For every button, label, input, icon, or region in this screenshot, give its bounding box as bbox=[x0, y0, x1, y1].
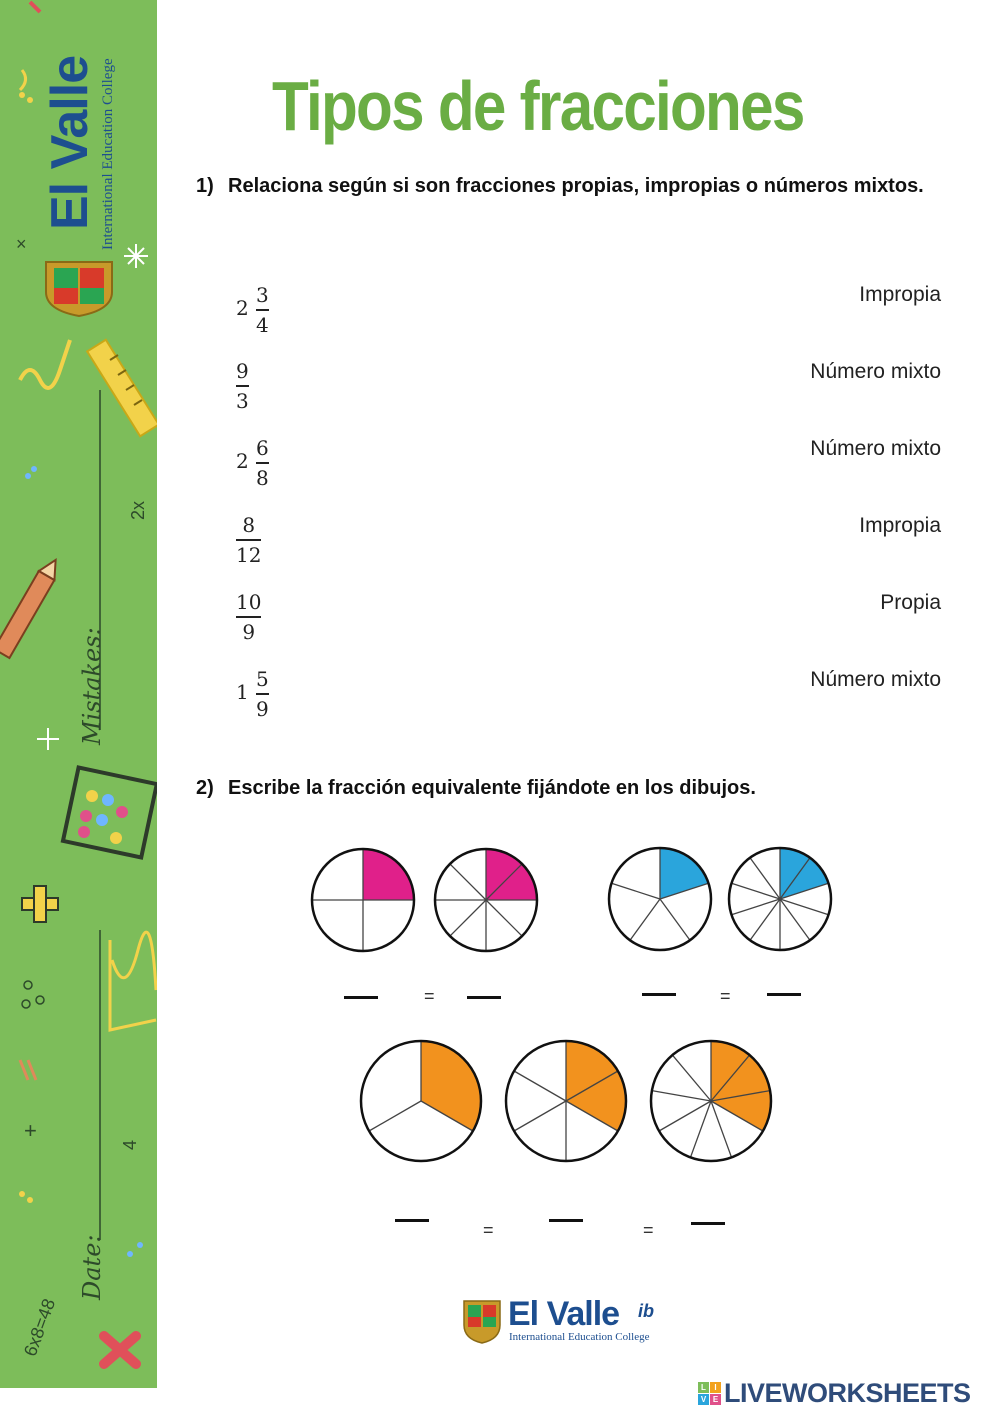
answer-blank[interactable] bbox=[467, 996, 501, 999]
fraction-type-option[interactable]: Número mixto bbox=[810, 437, 941, 460]
shield-icon bbox=[462, 1299, 502, 1345]
division-line bbox=[450, 864, 486, 900]
division-line bbox=[690, 1101, 711, 1157]
svg-text:+: + bbox=[24, 1118, 37, 1143]
shaded-sector bbox=[421, 1041, 481, 1131]
shaded-sector bbox=[566, 1041, 626, 1131]
fraction-circle bbox=[435, 849, 537, 951]
division-line bbox=[450, 900, 486, 936]
fraction-numerator: 5 bbox=[256, 667, 269, 691]
fraction-type-option[interactable]: Propia bbox=[880, 591, 941, 614]
question-2-number: 2) bbox=[196, 777, 214, 799]
fraction-numerator: 3 bbox=[256, 283, 269, 307]
fraction-whole: 2 bbox=[236, 296, 249, 320]
fraction-type-option[interactable]: Número mixto bbox=[810, 360, 941, 383]
fraction-numerator: 8 bbox=[242, 513, 256, 537]
fraction-denominator: 8 bbox=[256, 465, 269, 490]
question-1-number: 1) bbox=[196, 175, 214, 197]
fraction-type-option[interactable]: Impropia bbox=[859, 283, 941, 306]
fraction-circle bbox=[651, 1041, 771, 1161]
fraction-denominator: 4 bbox=[256, 312, 269, 337]
division-line bbox=[514, 1101, 566, 1131]
footer-brand-subtitle: International Education College bbox=[509, 1331, 650, 1343]
fraction-numerator: 9 bbox=[236, 359, 249, 383]
footer-brand-name: El Valle bbox=[508, 1295, 620, 1333]
liveworksheets-watermark: LIVEWORKSHEETS bbox=[724, 1378, 971, 1408]
division-line bbox=[611, 883, 660, 899]
division-line bbox=[369, 1101, 421, 1131]
answer-blank[interactable] bbox=[642, 993, 676, 996]
equals-sign: = bbox=[643, 1220, 654, 1240]
answer-blank[interactable] bbox=[395, 1219, 429, 1222]
division-line bbox=[659, 1101, 711, 1131]
division-line bbox=[652, 1091, 711, 1101]
svg-text:×: × bbox=[16, 234, 27, 254]
doodle-equation: 6x8=48 bbox=[20, 1296, 60, 1359]
fraction-denominator: 9 bbox=[256, 696, 269, 721]
division-line bbox=[486, 900, 522, 936]
fraction-type-option[interactable]: Número mixto bbox=[810, 668, 941, 691]
sidebar-brand-name: El Valle bbox=[41, 55, 99, 230]
fraction-circle bbox=[312, 849, 414, 951]
division-line bbox=[630, 899, 660, 940]
liveworksheets-badge-icon: L I V E bbox=[698, 1382, 722, 1406]
answer-blank[interactable] bbox=[691, 1222, 725, 1225]
division-line bbox=[660, 899, 690, 940]
fraction-denominator: 12 bbox=[236, 542, 262, 567]
question-1-text: Relaciona según si son fracciones propias, impropias o números mixtos. bbox=[228, 175, 924, 197]
fraction-denominator: 3 bbox=[236, 388, 249, 413]
fraction-numerator: 10 bbox=[236, 590, 262, 614]
equals-sign: = bbox=[424, 986, 435, 1006]
doodle-4: 4 bbox=[120, 1139, 140, 1150]
equals-sign: = bbox=[483, 1220, 494, 1240]
division-line bbox=[514, 1071, 566, 1101]
fraction-whole: 2 bbox=[236, 449, 249, 473]
fraction-circle bbox=[361, 1041, 481, 1161]
shaded-sector bbox=[711, 1041, 771, 1131]
fraction-whole: 1 bbox=[236, 680, 249, 704]
division-line bbox=[672, 1055, 711, 1101]
answer-blank[interactable] bbox=[344, 996, 378, 999]
division-line bbox=[750, 858, 780, 899]
question-2-text: Escribe la fracción equivalente fijándote en los dibujos. bbox=[228, 777, 756, 799]
fraction-denominator: 9 bbox=[242, 619, 256, 644]
fraction-type-option[interactable]: Impropia bbox=[859, 514, 941, 537]
fraction-circle bbox=[609, 848, 711, 950]
mistakes-label: Mistakes: bbox=[78, 627, 106, 745]
page-title: Tipos de fracciones bbox=[272, 67, 804, 145]
division-line bbox=[750, 899, 780, 940]
fraction-circle bbox=[729, 848, 831, 950]
ib-logo: ib bbox=[638, 1301, 654, 1321]
fraction-numerator: 6 bbox=[256, 436, 269, 460]
sidebar-brand-subtitle: International Education College bbox=[100, 58, 116, 250]
equals-sign: = bbox=[720, 986, 731, 1006]
answer-blank[interactable] bbox=[549, 1219, 583, 1222]
fraction-circle bbox=[506, 1041, 626, 1161]
division-line bbox=[731, 899, 780, 915]
division-line bbox=[780, 899, 810, 940]
doodle-2x: 2x bbox=[128, 500, 148, 520]
date-label: Date: bbox=[78, 1234, 106, 1300]
division-line bbox=[780, 899, 829, 915]
division-line bbox=[731, 883, 780, 899]
answer-blank[interactable] bbox=[767, 993, 801, 996]
